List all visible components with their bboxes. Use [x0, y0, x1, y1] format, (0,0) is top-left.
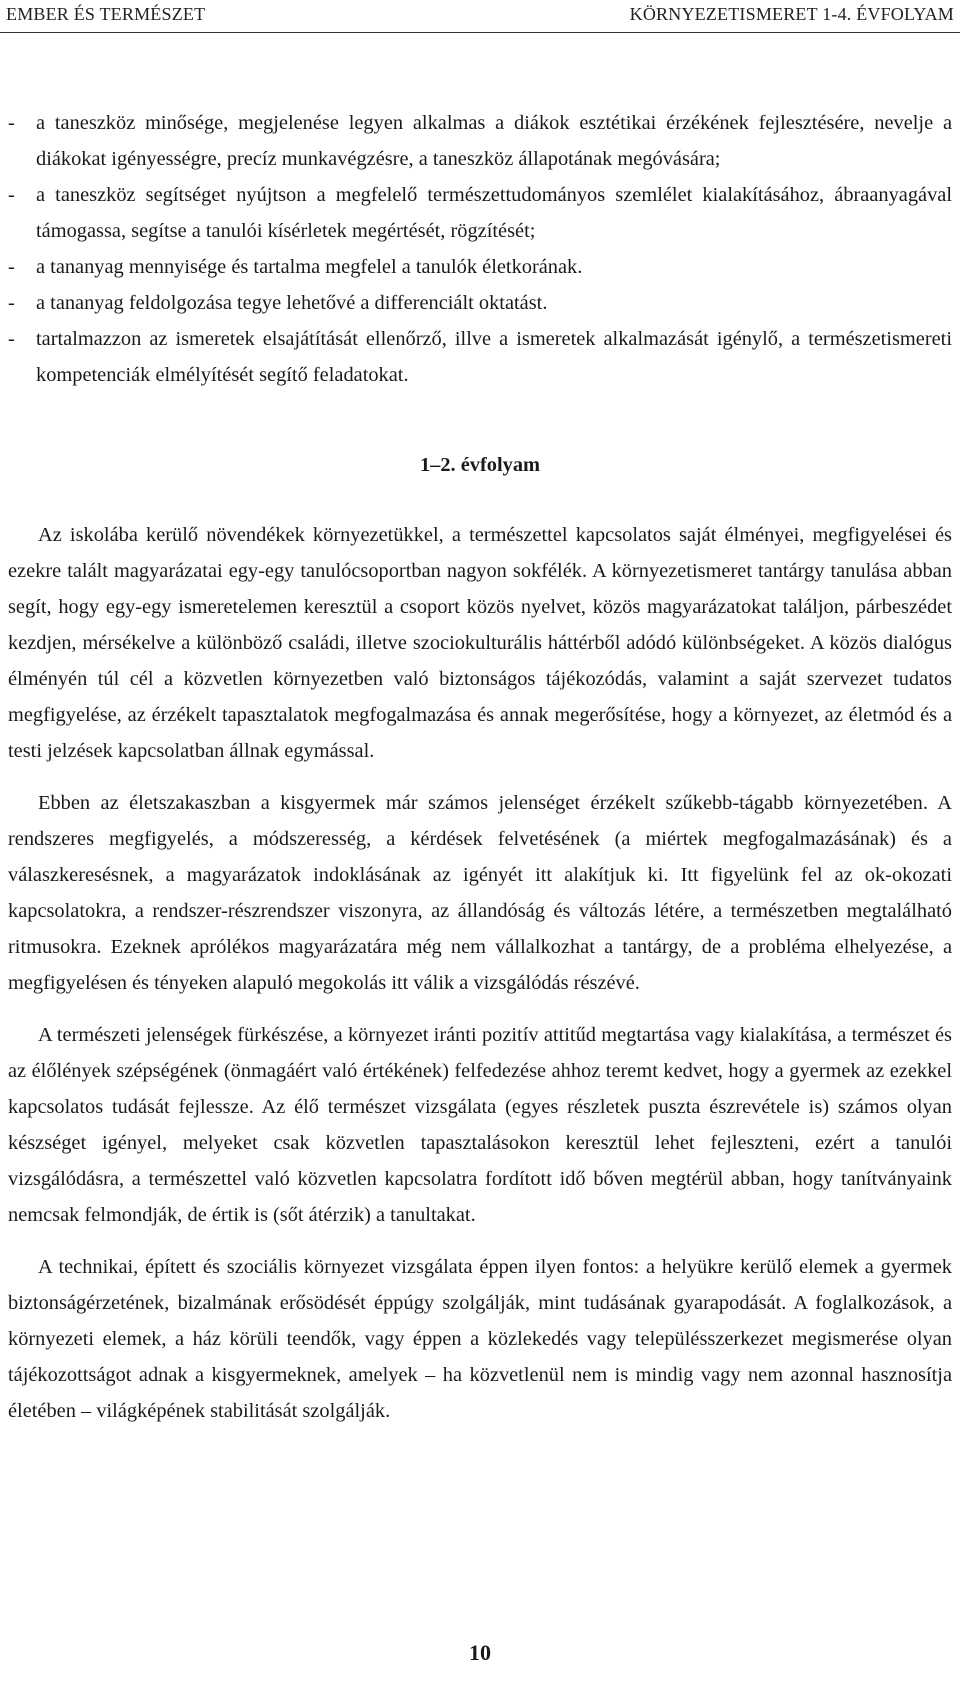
bullet-item — [8, 321, 952, 393]
bullet-item — [8, 249, 952, 285]
bullet-dash: - — [8, 328, 15, 350]
bullet-dash: - — [8, 256, 15, 278]
bullet-item — [8, 285, 952, 321]
bullet-text: a taneszköz minősége, megjelenése legyen alkalmas a diákok esztétikai érzékének fejlesztésére, nevelje a diákokat igényességre, precíz munkavégzésre, a taneszköz állapotának megóvására; — [36, 112, 952, 170]
bullet-text: a tananyag feldolgozása tegye lehetővé a differenciált oktatást. — [36, 292, 548, 314]
header-left-title: EMBER ÉS TERMÉSZET — [6, 3, 206, 24]
body-paragraph: Az iskolába kerülő növendékek környezetükkel, a természettel kapcsolatos saját élményei, megfigyelései és ezekre talált magyarázatai egy-egy tanulócsoportban nagyon sokfélék. A környezetismeret tantárgy tanulása abban segít, hogy egy-egy ismeretelemen keresztül a csoport közös nyelvet, közös magyarázatokat találjon, párbeszédet kezdjen, mérsékelve a különböző családi, illetve szociokulturális háttérből adódó különbségeket. A közös dialógus élményén túl cél a közvetlen környezetben való biztonságos tájékozódás, valamint a saját szervezet tudatos megfigyelése, az érzékelt tapasztalatok megfogalmazása és annak megerősítése, hogy a környezet, az életmód és a testi jelzések kapcsolatban állnak egymással. — [8, 524, 952, 762]
body-paragraph: Ebben az életszakaszban a kisgyermek már számos jelenséget érzékelt szűkebb-tágabb környezetében. A rendszeres megfigyelés, a módszeresség, a kérdések felvetésének (a miértek megfogalmazásának) és a válaszkeresésnek, a magyarázatok indoklásának az igényét itt alakítjuk ki. Itt figyelünk fel az ok-okozati kapcsolatokra, a rendszer-részrendszer viszonyra, az állandóság és változás létére, a természetben megtalálható ritmusokra. Ezeknek aprólékos magyarázatára még nem vállalkozhat a tantárgy, de a probléma elhelyezése, a megfigyelésen és tényeken alapuló megokolás itt válik a vizsgálódás részévé. — [8, 792, 952, 994]
bullet-dash: - — [8, 112, 15, 134]
page-content — [8, 105, 952, 1445]
bullet-text: a taneszköz segítséget nyújtson a megfelelő természettudományos szemlélet kialakításához, ábraanyagával támogassa, segítse a tanulói kísérletek megértését, rögzítését; — [36, 184, 952, 242]
bullet-dash: - — [8, 292, 15, 314]
bullet-dash: - — [8, 184, 15, 206]
bullet-text: tartalmazzon az ismeretek elsajátítását ellenőrző, illve a ismeretek alkalmazását igénylő, a természetismereti kompetenciák elmélyítését segítő feladatokat. — [36, 328, 952, 386]
body-paragraph: A természeti jelenségek fürkészése, a környezet iránti pozitív attitűd megtartása vagy kialakítása, a természet és az élőlények szépségének (önmagáért való értékének) felfedezése ahhoz teremt kedvet, hogy a gyermek az ezekkel kapcsolatos tudását fejlessze. Az élő természet vizsgálata (egyes részletek puszta észrevétele is) számos olyan készséget igényel, melyeket csak közvetlen tapasztalásokon keresztül lehet fejleszteni, ezért a tanulói vizsgálódásra, a természettel való közvetlen kapcsolatra fordított idő bőven megtérül abban, hogy tanítványaink nemcsak felmondják, de értik is (sőt átérzik) a tanultakat. — [8, 1024, 952, 1226]
body-paragraph: A technikai, épített és szociális környezet vizsgálata éppen ilyen fontos: a helyükre kerülő elemek a gyermek biztonságérzetének, bizalmának erősödését éppúgy szolgálják, mint tudásának gyarapodását. A foglalkozások, a környezeti elemek, a ház körüli teendők, vagy éppen a közlekedés vagy településszerkezet megismerése olyan tájékozottságot adnak a kisgyermeknek, amelyek – ha közvetlenül nem is mindig vagy nem azonnal hasznosítja életében – világképének stabilitását szolgálják. — [8, 1256, 952, 1422]
header-right-title: KÖRNYEZETISMERET 1-4. ÉVFOLYAM — [629, 3, 954, 24]
section-heading: 1–2. évfolyam — [419, 454, 541, 476]
bullet-item — [8, 177, 952, 249]
page-number: 10 — [469, 1640, 491, 1665]
bullet-item — [8, 105, 952, 177]
page-header — [0, 0, 960, 28]
bullet-text: a tananyag mennyisége és tartalma megfelel a tanulók életkorának. — [36, 256, 583, 278]
header-rule — [0, 32, 960, 33]
